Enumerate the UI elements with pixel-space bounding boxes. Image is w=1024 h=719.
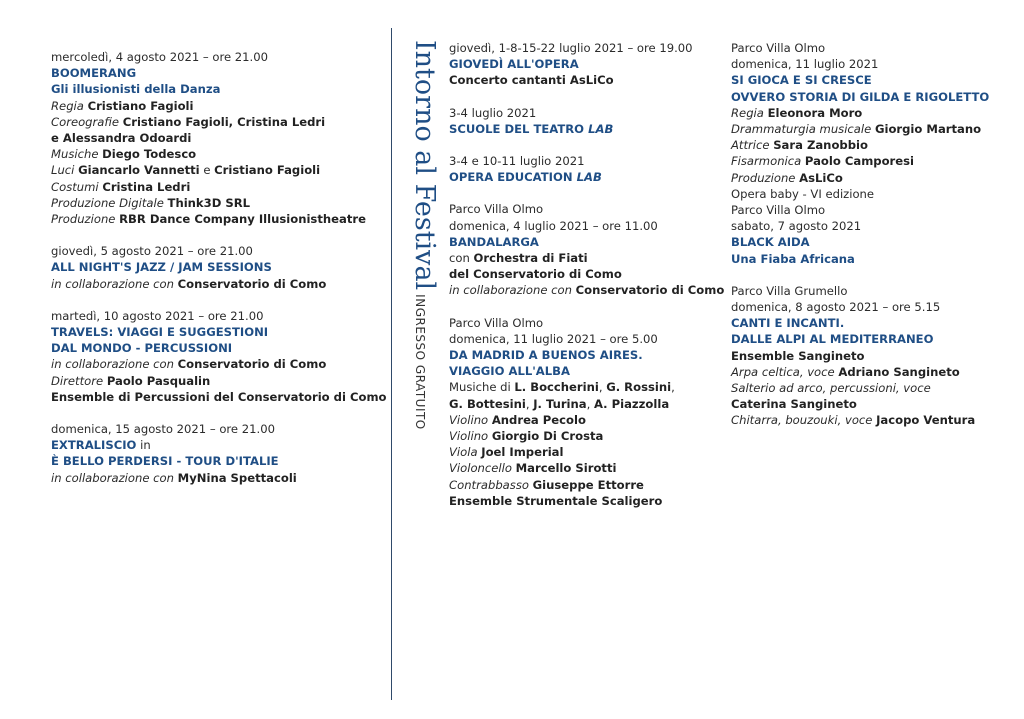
- event-line: [731, 121, 1021, 137]
- event-line: [449, 331, 729, 347]
- event-line: [449, 477, 729, 493]
- event-text: Contrabbasso: [449, 477, 533, 492]
- event-line: [449, 234, 729, 250]
- event-text: Parco Villa Grumello: [731, 283, 848, 298]
- event-line: [449, 72, 729, 88]
- event-line: [449, 282, 729, 298]
- event-line: [51, 49, 381, 65]
- event-line: [51, 437, 381, 453]
- column-divider: [391, 28, 392, 700]
- festival-title: Intorno al Festival: [409, 40, 440, 291]
- event-block: [449, 315, 729, 509]
- event-line: [51, 308, 381, 324]
- event-text: Regia: [731, 105, 768, 120]
- event-text: Coreografie: [51, 114, 123, 129]
- event-line: [449, 40, 729, 56]
- event-line: [51, 179, 381, 195]
- event-line: [731, 105, 1021, 121]
- festival-sidebar-title: [409, 40, 440, 430]
- event-text: CANTI E INCANTI.: [731, 316, 845, 331]
- event-text: Caterina Sangineto: [731, 397, 857, 412]
- event-line: [449, 379, 729, 395]
- event-line: [449, 493, 729, 509]
- event-block: [449, 153, 729, 185]
- event-text: L. Boccherini: [514, 380, 599, 395]
- event-text: Costumi: [51, 179, 103, 194]
- event-text: Salterio ad arco, percussioni, voce: [731, 381, 931, 396]
- event-text: ALL NIGHT'S JAZZ / JAM SESSIONS: [51, 260, 272, 275]
- event-line: [731, 186, 1021, 202]
- event-text: Fisarmonica: [731, 154, 805, 169]
- event-text: A. Piazzolla: [593, 396, 670, 411]
- event-text: Parco Villa Olmo: [731, 41, 826, 55]
- event-line: [731, 315, 1021, 331]
- event-text: SI GIOCA E SI CRESCE: [731, 73, 872, 88]
- event-line: [731, 364, 1021, 380]
- event-text: Joel Imperial: [481, 445, 564, 460]
- event-line: [51, 146, 381, 162]
- event-text: Concerto cantanti AsLiCo: [449, 73, 614, 88]
- event-line: [731, 153, 1021, 169]
- event-line: [51, 324, 381, 340]
- event-text: Violino: [449, 429, 492, 444]
- event-text: BANDALARGA: [449, 234, 539, 249]
- event-text: Luci: [51, 163, 79, 178]
- event-text: Regia: [51, 98, 88, 113]
- event-text: Conservatorio di Como: [177, 276, 327, 291]
- event-text: ,: [671, 380, 675, 395]
- event-line: [449, 396, 729, 412]
- event-text: MyNina Spettacoli: [177, 470, 297, 485]
- event-text: Conservatorio di Como: [575, 283, 725, 298]
- event-text: Viola: [449, 445, 482, 460]
- event-text: domenica, 15 agosto 2021 – ore 21.00: [51, 422, 275, 437]
- event-text: domenica, 8 agosto 2021 – ore 5.15: [731, 300, 941, 315]
- event-text: Gli illusionisti della Danza: [51, 82, 221, 97]
- event-line: [51, 259, 381, 275]
- event-line: [731, 412, 1021, 428]
- event-text: Ensemble Strumentale Scaligero: [449, 493, 663, 508]
- event-text: Marcello Sirotti: [515, 461, 617, 476]
- event-line: [731, 299, 1021, 315]
- event-line: [731, 137, 1021, 153]
- event-text: Chitarra, bouzouki, voce: [731, 413, 877, 428]
- event-line: [731, 89, 1021, 105]
- event-text: con: [449, 251, 474, 266]
- event-line: [731, 396, 1021, 412]
- event-line: [731, 72, 1021, 88]
- event-text: Jacopo Ventura: [876, 413, 976, 428]
- event-line: [51, 195, 381, 211]
- event-text: TRAVELS: VIAGGI E SUGGESTIONI: [51, 325, 269, 340]
- event-text: Eleonora Moro: [767, 105, 863, 120]
- event-text: Cristiano Fagioli: [214, 163, 321, 178]
- event-text: in collaborazione con: [51, 470, 178, 485]
- event-line: [51, 421, 381, 437]
- event-text: in: [136, 438, 151, 453]
- event-block: [449, 40, 729, 89]
- event-text: DA MADRID A BUENOS AIRES.: [449, 348, 643, 363]
- event-text: Musiche di: [449, 380, 515, 395]
- event-text: VIAGGIO ALL'ALBA: [449, 364, 570, 379]
- event-block: [449, 105, 729, 137]
- event-text: È BELLO PERDERSI - TOUR D'ITALIE: [51, 454, 279, 469]
- event-text: Conservatorio di Como: [177, 357, 327, 372]
- event-line: [51, 373, 381, 389]
- event-line: [449, 412, 729, 428]
- event-text: EXTRALISCIO: [51, 438, 137, 453]
- left-column: [51, 49, 387, 502]
- event-text: LAB: [576, 170, 602, 185]
- middle-column: [449, 40, 729, 525]
- event-text: martedì, 10 agosto 2021 – ore 21.00: [51, 308, 264, 323]
- event-line: [731, 380, 1021, 396]
- event-text: giovedì, 1-8-15-22 luglio 2021 – ore 19.00: [449, 41, 693, 55]
- event-text: giovedì, 5 agosto 2021 – ore 21.00: [51, 244, 253, 259]
- event-text: Musiche: [51, 147, 103, 162]
- event-line: [449, 266, 729, 282]
- event-text: Violino: [449, 412, 492, 427]
- event-text: mercoledì, 4 agosto 2021 – ore 21.00: [51, 50, 268, 64]
- event-text: G. Rossini: [606, 380, 672, 395]
- event-line: [51, 243, 381, 259]
- event-line: [731, 234, 1021, 250]
- event-text: Think3D SRL: [167, 195, 251, 210]
- event-text: Giorgio Di Crosta: [491, 429, 604, 444]
- event-text: Adriano Sangineto: [838, 364, 960, 379]
- event-text: Parco Villa Olmo: [731, 203, 826, 218]
- event-text: domenica, 4 luglio 2021 – ore 11.00: [449, 218, 658, 233]
- event-line: [51, 356, 381, 372]
- event-line: [449, 347, 729, 363]
- event-line: [51, 389, 387, 405]
- event-line: [51, 98, 381, 114]
- event-block: [731, 40, 1021, 202]
- event-line: [449, 218, 729, 234]
- event-text: BOOMERANG: [51, 66, 137, 81]
- event-line: [731, 56, 1021, 72]
- event-text: sabato, 7 agosto 2021: [731, 219, 862, 234]
- event-text: Attrice: [731, 138, 774, 153]
- event-text: G. Bottesini: [449, 396, 526, 411]
- event-text: domenica, 11 luglio 2021: [731, 57, 879, 72]
- event-text: OVVERO STORIA DI GILDA E RIGOLETTO: [731, 89, 990, 104]
- event-text: RBR Dance Company Illusionistheatre: [119, 212, 366, 227]
- event-line: [449, 363, 729, 379]
- event-text: DAL MONDO - PERCUSSIONI: [51, 341, 233, 356]
- event-line: [449, 315, 729, 331]
- event-line: [449, 153, 729, 169]
- event-text: Arpa celtica, voce: [731, 364, 839, 379]
- event-line: [51, 65, 381, 81]
- event-text: AsLiCo: [799, 170, 843, 185]
- event-text: Violoncello: [449, 461, 516, 476]
- event-line: [51, 162, 381, 178]
- event-text: Direttore: [51, 373, 107, 388]
- event-line: [449, 169, 729, 185]
- event-line: [51, 81, 381, 97]
- event-block: [51, 49, 381, 227]
- event-text: del Conservatorio di Como: [449, 267, 622, 282]
- event-line: [731, 218, 1021, 234]
- right-column: [731, 40, 1021, 445]
- event-text: in collaborazione con: [449, 283, 576, 298]
- event-text: Orchestra di Fiati: [473, 251, 588, 266]
- event-text: Produzione: [731, 170, 800, 185]
- event-line: [731, 348, 1021, 364]
- event-line: [51, 130, 381, 146]
- event-block: [51, 243, 381, 292]
- event-line: [449, 460, 729, 476]
- event-text: 3-4 luglio 2021: [449, 105, 537, 120]
- event-text: Ensemble Sangineto: [731, 348, 865, 363]
- event-text: Produzione: [51, 212, 120, 227]
- event-text: e: [199, 163, 215, 178]
- event-line: [731, 283, 1021, 299]
- event-text: Andrea Pecolo: [491, 412, 586, 427]
- event-text: e Alessandra Odoardi: [51, 131, 192, 146]
- event-text: Produzione Digitale: [51, 195, 168, 210]
- event-text: in collaborazione con: [51, 357, 178, 372]
- event-text: Opera baby - VI edizione: [731, 186, 875, 201]
- event-text: Sara Zanobbio: [773, 138, 868, 153]
- event-line: [731, 331, 1021, 347]
- event-text: Cristina Ledri: [102, 179, 191, 194]
- event-line: [51, 453, 381, 469]
- event-text: Diego Todesco: [102, 147, 197, 162]
- event-line: [449, 121, 729, 137]
- event-line: [449, 250, 729, 266]
- event-text: in collaborazione con: [51, 276, 178, 291]
- event-block: [731, 202, 1021, 267]
- event-text: Cristiano Fagioli: [87, 98, 194, 113]
- event-block: [51, 308, 387, 405]
- free-entry-label: INGRESSO GRATUITO: [413, 294, 427, 430]
- event-line: [731, 40, 1021, 56]
- event-text: Paolo Camporesi: [804, 154, 915, 169]
- event-line: [731, 170, 1021, 186]
- event-line: [449, 444, 729, 460]
- event-text: ,: [598, 380, 607, 395]
- event-line: [51, 114, 381, 130]
- event-text: OPERA EDUCATION: [449, 170, 577, 185]
- event-text: Giuseppe Ettorre: [532, 477, 644, 492]
- event-text: domenica, 11 luglio 2021 – ore 5.00: [449, 331, 658, 346]
- event-text: Parco Villa Olmo: [449, 202, 544, 217]
- event-text: Ensemble di Percussioni del Conservatorio di Como: [51, 389, 387, 404]
- event-text: Giorgio Martano: [874, 122, 982, 137]
- event-line: [51, 276, 381, 292]
- event-line: [449, 428, 729, 444]
- event-line: [449, 56, 729, 72]
- event-text: Parco Villa Olmo: [449, 315, 544, 330]
- event-line: [731, 251, 1021, 267]
- event-line: [51, 470, 381, 486]
- event-text: Una Fiaba Africana: [731, 251, 855, 266]
- event-line: [731, 202, 1021, 218]
- event-text: SCUOLE DEL TEATRO: [449, 121, 589, 136]
- event-text: ,: [586, 396, 594, 411]
- event-line: [51, 340, 381, 356]
- event-text: GIOVEDÌ ALL'OPERA: [449, 57, 579, 72]
- event-text: 3-4 e 10-11 luglio 2021: [449, 154, 585, 169]
- event-block: [51, 421, 381, 486]
- event-line: [51, 211, 381, 227]
- event-block: [449, 201, 729, 298]
- event-block: [731, 283, 1021, 429]
- event-text: Drammaturgia musicale: [731, 122, 875, 137]
- event-text: LAB: [588, 121, 614, 136]
- event-text: J. Turina: [533, 396, 587, 411]
- event-text: Giancarlo Vannetti: [78, 163, 200, 178]
- event-text: ,: [525, 396, 534, 411]
- event-line: [449, 105, 729, 121]
- event-line: [449, 201, 729, 217]
- event-text: Cristiano Fagioli, Cristina Ledri: [122, 114, 326, 129]
- event-text: Paolo Pasqualin: [106, 373, 211, 388]
- event-text: BLACK AIDA: [731, 235, 810, 250]
- event-text: DALLE ALPI AL MEDITERRANEO: [731, 332, 934, 347]
